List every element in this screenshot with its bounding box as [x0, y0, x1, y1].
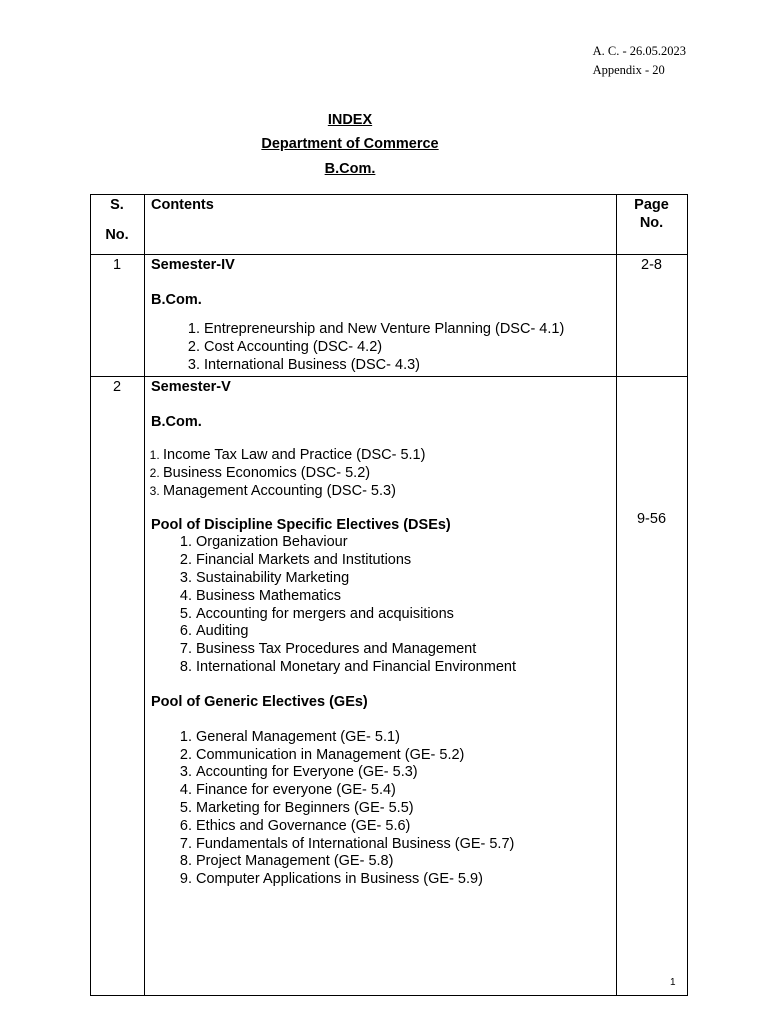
list-item: 3. International Business (DSC- 4.3)	[204, 357, 564, 375]
header-page-no: Page No.	[634, 197, 669, 231]
semester-title: Semester-IV	[151, 257, 235, 273]
table-border	[90, 995, 688, 996]
list-item: 4. Business Mathematics	[196, 588, 516, 606]
list-item: 3. Management Accounting (DSC- 5.3)	[163, 483, 516, 501]
dse-pool-title: Pool of Discipline Specific Electives (DSEs)	[151, 517, 451, 534]
course-list	[151, 321, 564, 374]
row-1-page: 2-8	[641, 257, 662, 273]
list-item: 1. Income Tax Law and Practice (DSC- 5.1)	[163, 447, 516, 465]
table-border	[90, 254, 688, 255]
semester-title: Semester-V	[151, 379, 231, 395]
list-item: 2. Communication in Management (GE- 5.2)	[196, 747, 516, 765]
index-table	[90, 194, 688, 996]
list-item: 7. Business Tax Procedures and Management	[196, 641, 516, 659]
list-item: 8. Project Management (GE- 5.8)	[196, 853, 516, 871]
course-title: B.Com.	[324, 161, 376, 177]
header-contents: Contents	[151, 197, 214, 213]
row-2-page: 9-56	[636, 511, 667, 527]
list-item: 7. Fundamentals of International Business (GE- 5.7)	[196, 836, 516, 854]
table-border	[687, 194, 688, 996]
row-2-contents	[151, 378, 516, 889]
list-item: 1. General Management (GE- 5.1)	[196, 729, 516, 747]
list-item: 1. Entrepreneurship and New Venture Planning (DSC- 4.1)	[204, 321, 564, 339]
header-sno: S. No.	[105, 197, 129, 243]
table-border	[616, 194, 617, 996]
list-item: 2. Cost Accounting (DSC- 4.2)	[204, 339, 564, 357]
list-item: 2. Business Economics (DSC- 5.2)	[163, 465, 516, 483]
list-item: 5. Accounting for mergers and acquisitions	[196, 606, 516, 624]
list-item: 6. Auditing	[196, 623, 516, 641]
appendix-label: Appendix - 20	[592, 63, 665, 77]
index-title: INDEX	[327, 112, 373, 128]
ge-pool-title: Pool of Generic Electives (GEs)	[151, 693, 368, 710]
dse-list	[151, 534, 516, 676]
list-item: 3. Sustainability Marketing	[196, 570, 516, 588]
program-title: B.Com.	[151, 292, 202, 308]
list-item: 2. Financial Markets and Institutions	[196, 552, 516, 570]
table-border	[90, 194, 91, 996]
list-item: 4. Finance for everyone (GE- 5.4)	[196, 782, 516, 800]
header-meta	[593, 42, 686, 80]
department-title: Department of Commerce	[261, 136, 439, 152]
course-list	[151, 447, 516, 500]
ge-list	[151, 729, 516, 889]
program-title: B.Com.	[151, 414, 202, 430]
list-item: 6. Ethics and Governance (GE- 5.6)	[196, 818, 516, 836]
row-2-sno: 2	[112, 379, 122, 395]
list-item: 8. International Monetary and Financial Environment	[196, 659, 516, 677]
ac-date: A. C. - 26.05.2023	[592, 44, 686, 58]
list-item: 1. Organization Behaviour	[196, 534, 516, 552]
list-item: 9. Computer Applications in Business (GE- 5.9)	[196, 871, 516, 889]
table-border	[144, 194, 145, 996]
list-item: 3. Accounting for Everyone (GE- 5.3)	[196, 764, 516, 782]
table-border	[90, 376, 688, 377]
row-1-sno: 1	[112, 257, 122, 273]
list-item: 5. Marketing for Beginners (GE- 5.5)	[196, 800, 516, 818]
row-1-contents	[151, 256, 564, 374]
table-border	[90, 194, 688, 195]
page-number: 1	[670, 977, 676, 988]
